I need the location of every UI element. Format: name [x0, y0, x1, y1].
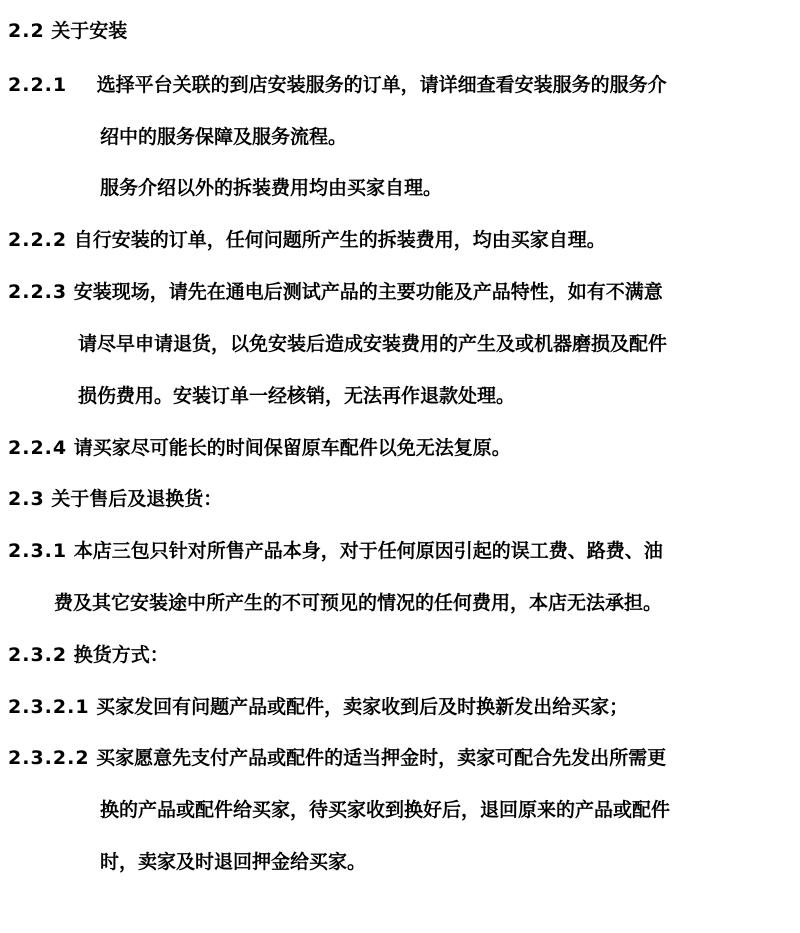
clause-2-3-2-1: [8, 690, 628, 724]
clause-text: 安装现场，请先在通电后测试产品的主要功能及产品特性，如有不满意: [73, 281, 663, 303]
clause-text: 换货方式：: [73, 644, 169, 666]
clause-number: 2.2.2: [8, 229, 68, 251]
clause-2-3-2-2: [8, 741, 666, 775]
clause-2-2-1: [8, 68, 667, 102]
clause-number: 2.2.4: [8, 437, 68, 459]
clause-text: 选择平台关联的到店安装服务的订单，请详细查看安装服务的服务介: [96, 74, 667, 96]
section-heading-2-2: [8, 14, 127, 48]
clause-number: 2.2.3: [8, 281, 68, 303]
clause-2-2-3-continuation: [78, 379, 515, 413]
clause-text: 请买家尽可能长的时间保留原车配件以免无法复原。: [73, 437, 511, 459]
clause-number: 2.3.2.1: [8, 696, 90, 718]
clause-2-3-1: [8, 534, 663, 568]
section-title: 关于售后及退换货：: [51, 488, 223, 510]
section-number: 2.2: [8, 20, 45, 42]
clause-number: 2.3.1: [8, 540, 68, 562]
clause-text: 自行安装的订单，任何问题所产生的拆装费用，均由买家自理。: [73, 229, 606, 251]
clause-2-2-3-continuation: [78, 327, 667, 361]
clause-text: 换的产品或配件给买家，待买家收到换好后，退回原来的产品或配件: [100, 799, 671, 821]
clause-text: 绍中的服务保障及服务流程。: [100, 126, 348, 148]
clause-text: 损伤费用。安装订单一经核销，无法再作退款处理。: [78, 385, 516, 407]
clause-text: 请尽早申请退货，以免安装后造成安装费用的产生及或机器磨损及配件: [78, 333, 668, 355]
section-title: 关于安装: [51, 20, 128, 42]
section-heading-2-3: [8, 482, 222, 516]
clause-2-2-4: [8, 431, 511, 465]
clause-2-3-2: [8, 638, 169, 672]
clause-2-3-2-2-continuation: [100, 845, 366, 879]
clause-text: 买家发回有问题产品或配件，卖家收到后及时换新发出给买家；: [96, 696, 629, 718]
clause-2-2-1-note: [100, 171, 442, 205]
clause-text: 本店三包只针对所售产品本身，对于任何原因引起的误工费、路费、油: [73, 540, 663, 562]
clause-number: 2.3.2: [8, 644, 68, 666]
section-number: 2.3: [8, 488, 45, 510]
clause-text: 买家愿意先支付产品或配件的适当押金时，卖家可配合先发出所需更: [96, 747, 667, 769]
clause-number: 2.3.2.2: [8, 747, 90, 769]
clause-2-2-1-continuation: [100, 120, 347, 154]
clause-2-2-3: [8, 275, 663, 309]
clause-text: 服务介绍以外的拆装费用均由买家自理。: [100, 177, 443, 199]
clause-2-3-1-continuation: [54, 586, 662, 620]
clause-text: 费及其它安装途中所产生的不可预见的情况的任何费用，本店无法承担。: [54, 592, 663, 614]
clause-2-3-2-2-continuation: [100, 793, 670, 827]
clause-number: 2.2.1: [8, 74, 68, 96]
clause-2-2-2: [8, 223, 606, 257]
clause-text: 时，卖家及时退回押金给买家。: [100, 851, 367, 873]
